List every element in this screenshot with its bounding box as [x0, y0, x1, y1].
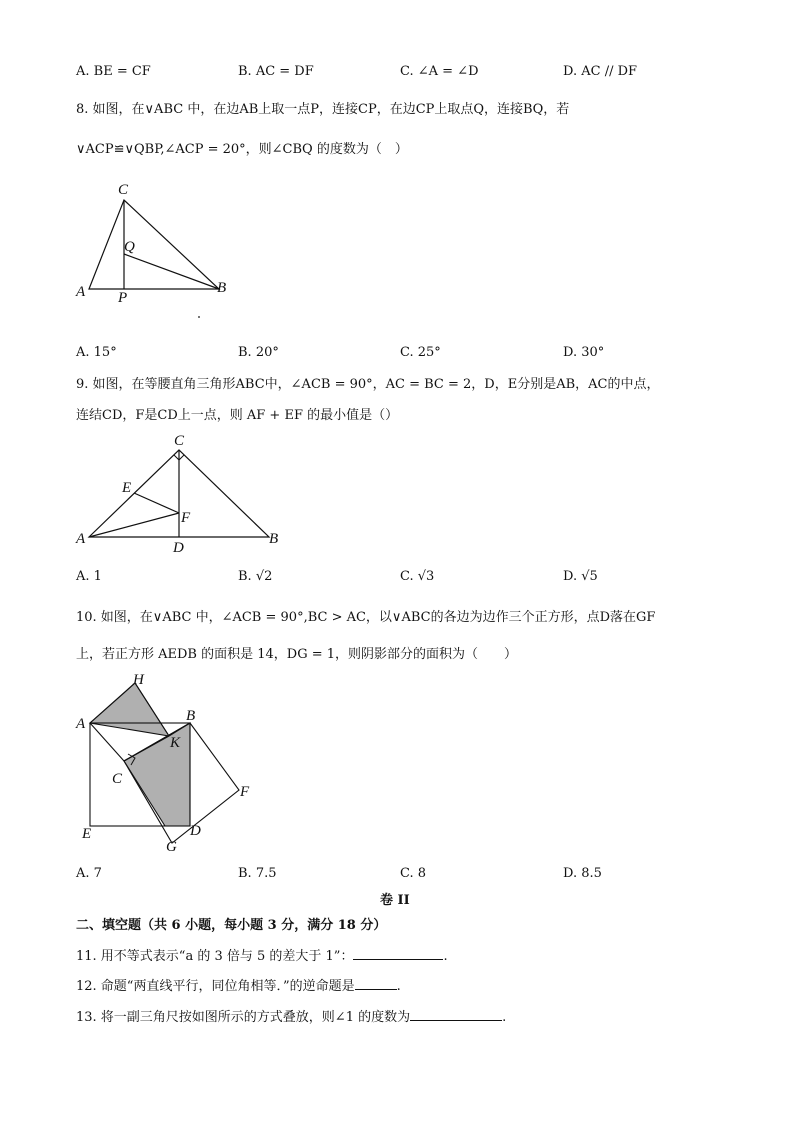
q9-stem-line1: 9. 如图，在等腰直角三角形ABC中，∠ACB = 90°，AC = BC = 2，D，E分别是AB，AC的中点，	[76, 377, 660, 392]
q10-label-f: F	[240, 784, 250, 800]
q12-end: .	[396, 979, 401, 994]
q13-text: 13. 将一副三角尺按如图所示的方式叠放，则∠1 的度数为	[76, 1010, 411, 1025]
q10-label-h: H	[133, 672, 144, 688]
q12	[76, 977, 401, 995]
q10-stem-line1: 10. 如图，在∨ABC 中，∠ACB = 90°,BC > AC，以∨ABC的各边为边作三个正方形，点D落在GF	[76, 610, 656, 625]
q8-stem-line2: ∨ACP≌∨QBP,∠ACP = 20°，则∠CBQ 的度数为（ ）	[76, 142, 408, 157]
q13	[76, 1008, 506, 1026]
q7-option-a: A. BE = CF	[76, 64, 151, 79]
q8-label-b: B	[217, 280, 227, 296]
q7-option-b: B. AC = DF	[238, 64, 314, 79]
volume-title: 卷 II	[380, 893, 410, 908]
q11-end: .	[443, 949, 448, 964]
q7-option-c: C. ∠A = ∠D	[400, 64, 479, 79]
q10-label-d: D	[190, 823, 201, 839]
q10-label-c: C	[112, 771, 123, 787]
q7-option-d: D. AC // DF	[563, 64, 638, 79]
q8-option-c: C. 25°	[400, 345, 441, 360]
q9-label-d: D	[173, 540, 184, 555]
q9-option-b: B. √2	[238, 569, 273, 584]
q10-option-d: D. 8.5	[563, 866, 602, 881]
q10-stem-line2: 上，若正方形 AEDB 的面积是 14，DG = 1，则阴影部分的面积为（ ）	[76, 647, 518, 662]
q9-label-b: B	[269, 531, 279, 547]
stray-dot	[198, 316, 200, 318]
q8-option-a: A. 15°	[76, 345, 117, 360]
q9-label-c: C	[174, 433, 185, 449]
q8-option-b: B. 20°	[238, 345, 279, 360]
section-heading: 二、填空题（共 6 小题，每小题 3 分，满分 18 分）	[76, 918, 387, 933]
q11-text: 11. 用不等式表示“a 的 3 倍与 5 的差大于 1”：	[76, 949, 354, 964]
q9-triangle-figure	[74, 430, 289, 555]
q8-label-a: A	[76, 284, 86, 300]
q10-option-b: B. 7.5	[238, 866, 277, 881]
q9-option-c: C. √3	[400, 569, 435, 584]
q8-triangle-figure	[74, 178, 244, 303]
q12-text: 12. 命题“两直线平行，同位角相等．”的逆命题是	[76, 979, 355, 994]
q8-label-c: C	[118, 182, 129, 198]
q12-answer-blank[interactable]	[355, 977, 397, 990]
q8-option-d: D. 30°	[563, 345, 605, 360]
q9-label-f: F	[181, 510, 191, 526]
q10-option-a: A. 7	[76, 866, 102, 881]
q10-label-g: G	[166, 839, 177, 855]
q10-squares-figure	[72, 668, 267, 858]
q9-stem-line2: 连结CD，F是CD上一点，则 AF + EF 的最小值是（）	[76, 408, 399, 423]
q11	[76, 947, 448, 965]
q9-label-e: E	[122, 480, 132, 496]
q8-label-q: Q	[124, 239, 135, 255]
q13-end: .	[502, 1010, 507, 1025]
q9-label-a: A	[76, 531, 86, 547]
q9-option-a: A. 1	[76, 569, 102, 584]
q10-label-e: E	[82, 826, 92, 842]
q10-label-a: A	[76, 716, 86, 732]
q10-option-c: C. 8	[400, 866, 427, 881]
q9-option-d: D. √5	[563, 569, 598, 584]
q10-label-k: K	[170, 735, 181, 751]
q8-label-p: P	[118, 290, 128, 303]
q10-label-b: B	[186, 708, 196, 724]
q11-answer-blank[interactable]	[353, 947, 443, 960]
q13-answer-blank[interactable]	[410, 1008, 502, 1021]
q8-stem-line1: 8. 如图，在∨ABC 中，在边AB上取一点P，连接CP，在边CP上取点Q，连接BQ，若	[76, 102, 570, 117]
